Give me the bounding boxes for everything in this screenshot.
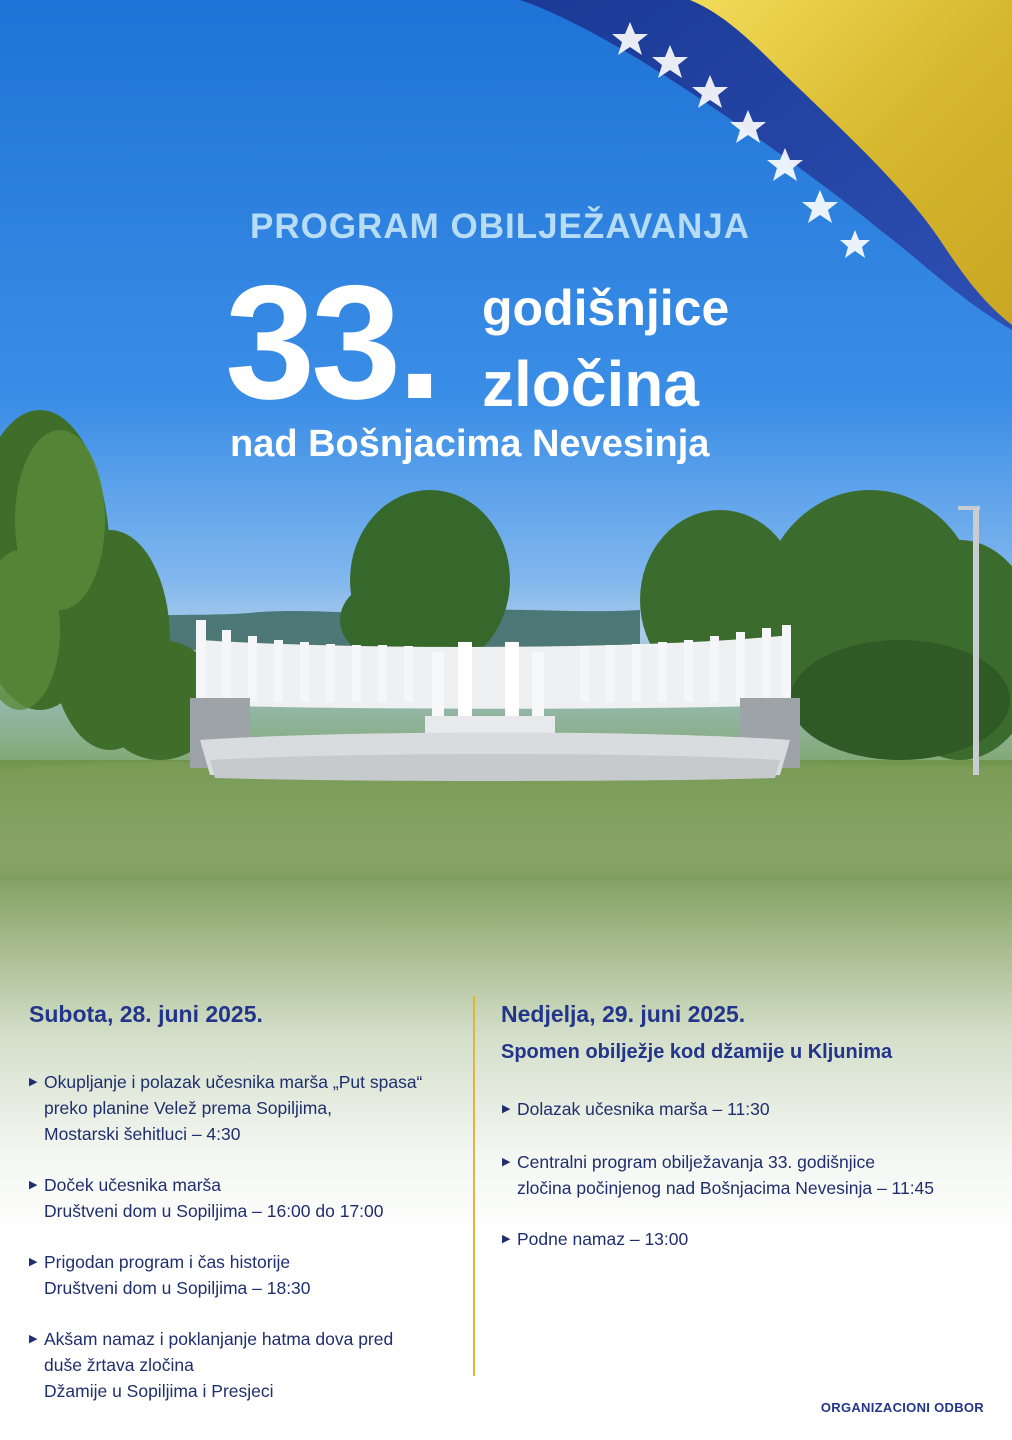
- saturday-item: ▶ Akšam namaz i poklanjanje hatma dova pred duše žrtava zločina Džamije u Sopiljima i Presjeci: [44, 1326, 464, 1404]
- triangle-right-icon: ▶: [502, 1156, 511, 1168]
- triangle-right-icon: ▶: [29, 1076, 38, 1088]
- sunday-heading: Nedjelja, 29. juni 2025.: [501, 1001, 746, 1027]
- saturday-item: ▶ Doček učesnika marša Društveni dom u Sopiljima – 16:00 do 17:00: [44, 1172, 464, 1224]
- saturday-heading: Subota, 28. juni 2025.: [29, 1001, 263, 1027]
- saturday-item: ▶ Okupljanje i polazak učesnika marša „Put spasa“ preko planine Velež prema Sopiljima, Mostarski šehitluci – 4:30: [44, 1069, 464, 1147]
- triangle-right-icon: ▶: [502, 1233, 511, 1245]
- triangle-right-icon: ▶: [29, 1333, 38, 1345]
- title-line-anniversary: godišnjice: [482, 280, 730, 336]
- program-subtitle: PROGRAM OBILJEŽAVANJA: [249, 207, 750, 246]
- sunday-item: ▶ Centralni program obilježavanja 33. godišnjice zločina počinjenog nad Bošnjacima Nevesinja – 11:45: [517, 1149, 987, 1201]
- organizer-signature: ORGANIZACIONI ODBOR: [820, 1400, 984, 1415]
- sunday-item: ▶ Dolazak učesnika marša – 11:30: [517, 1096, 987, 1122]
- triangle-right-icon: ▶: [29, 1256, 38, 1268]
- title-line-crime: zločina: [482, 348, 699, 420]
- column-divider: [473, 996, 475, 1376]
- sunday-item: ▶ Podne namaz – 13:00: [517, 1226, 987, 1252]
- title-line-victims: nad Bošnjacima Nevesinja: [230, 423, 710, 465]
- sunday-location: Spomen obilježje kod džamije u Kljunima: [501, 1041, 893, 1063]
- triangle-right-icon: ▶: [502, 1103, 511, 1115]
- anniversary-number: 33.: [225, 252, 439, 433]
- triangle-right-icon: ▶: [29, 1179, 38, 1191]
- saturday-item: ▶ Prigodan program i čas historije Društveni dom u Sopiljima – 18:30: [44, 1249, 464, 1301]
